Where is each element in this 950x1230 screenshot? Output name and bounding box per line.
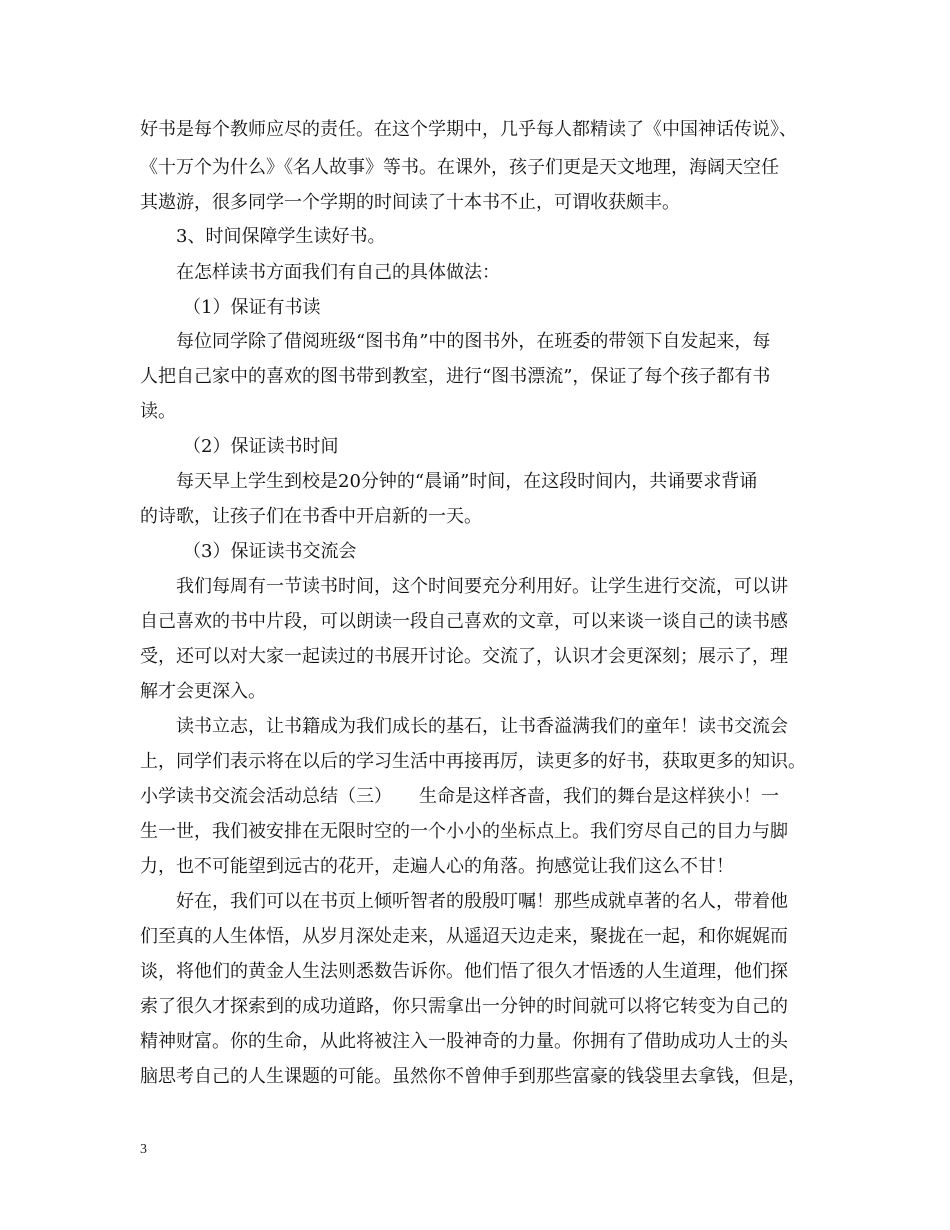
text-line: 《十万个为什么》《名人故事》等书。在课外，孩子们更是天文地理，海阔天空任 (140, 157, 779, 178)
text-line: 自己喜欢的书中片段，可以朗读一段自己喜欢的文章，可以来谈一谈自己的读书感 (140, 611, 788, 632)
text-line: 小学读书交流会活动总结（三） 生命是这样吝啬，我们的舞台是这样狭小！一 (140, 786, 779, 807)
text-line: 生一世，我们被安排在无限时空的一个小小的坐标点上。我们穷尽自己的目力与脚 (140, 821, 788, 842)
text-line: 力，也不可能望到远古的花开，走遍人心的角落。拘感觉让我们这么不甘！ (140, 856, 734, 877)
text-line: 解才会更深入。 (140, 681, 266, 702)
subheading: （1）保证有书读 (183, 297, 321, 318)
text-line: 脑思考自己的人生课题的可能。虽然你不曾伸手到那些富豪的钱袋里去拿钱，但是， (140, 1066, 806, 1087)
section-heading: 3、时间保障学生读好书。 (176, 226, 386, 247)
subheading: （2）保证读书时间 (183, 436, 339, 457)
text-line: 受，还可以对大家一起读过的书展开讨论。交流了，认识才会更深刻；展示了，理 (140, 646, 788, 667)
text-line: 读。 (140, 401, 176, 422)
text-line: 在怎样读书方面我们有自己的具体做法： (176, 262, 500, 283)
text-line: 谈，将他们的黄金人生法则悉数告诉你。他们悟了很久才悟透的人生道理，他们探 (140, 961, 788, 982)
text-line: 读书立志，让书籍成为我们成长的基石，让书香溢满我们的童年！读书交流会 (176, 716, 788, 737)
text-line: 精神财富。你的生命，从此将被注入一股神奇的力量。你拥有了借助成功人士的头 (140, 1031, 788, 1052)
text-line: 其遨游，很多同学一个学期的时间读了十本书不止，可谓收获颇丰。 (140, 192, 680, 213)
text-line: 索了很久才探索到的成功道路，你只需拿出一分钟的时间就可以将它转变为自己的 (140, 996, 788, 1017)
subheading: （3）保证读书交流会 (183, 541, 357, 562)
text-line: 的诗歌，让孩子们在书香中开启新的一天。 (140, 506, 482, 527)
text-line: 我们每周有一节读书时间，这个时间要充分利用好。让学生进行交流，可以讲 (176, 576, 788, 597)
text-line: 们至真的人生体悟，从岁月深处走来，从遥迢天边走来，聚拢在一起，和你娓娓而 (140, 926, 788, 947)
text-line: 好在，我们可以在书页上倾听智者的殷殷叮嘱！那些成就卓著的名人，带着他 (176, 891, 788, 912)
text-line: 好书是每个教师应尽的责任。在这个学期中，几乎每人都精读了《中国神话传说》、 (140, 119, 797, 140)
text-line: 上，同学们表示将在以后的学习生活中再接再厉，读更多的好书，获取更多的知识。 (140, 751, 806, 772)
text-line: 每天早上学生到校是20分钟的“晨诵”时间，在这段时间内，共诵要求背诵 (176, 471, 758, 492)
page-number: 3 (140, 1142, 147, 1157)
text-line: 人把自己家中的喜欢的图书带到教室，进行“图书漂流”，保证了每个孩子都有书 (140, 366, 771, 387)
text-line: 每位同学除了借阅班级“图书角”中的图书外，在班委的带领下自发起来，每 (176, 331, 771, 352)
